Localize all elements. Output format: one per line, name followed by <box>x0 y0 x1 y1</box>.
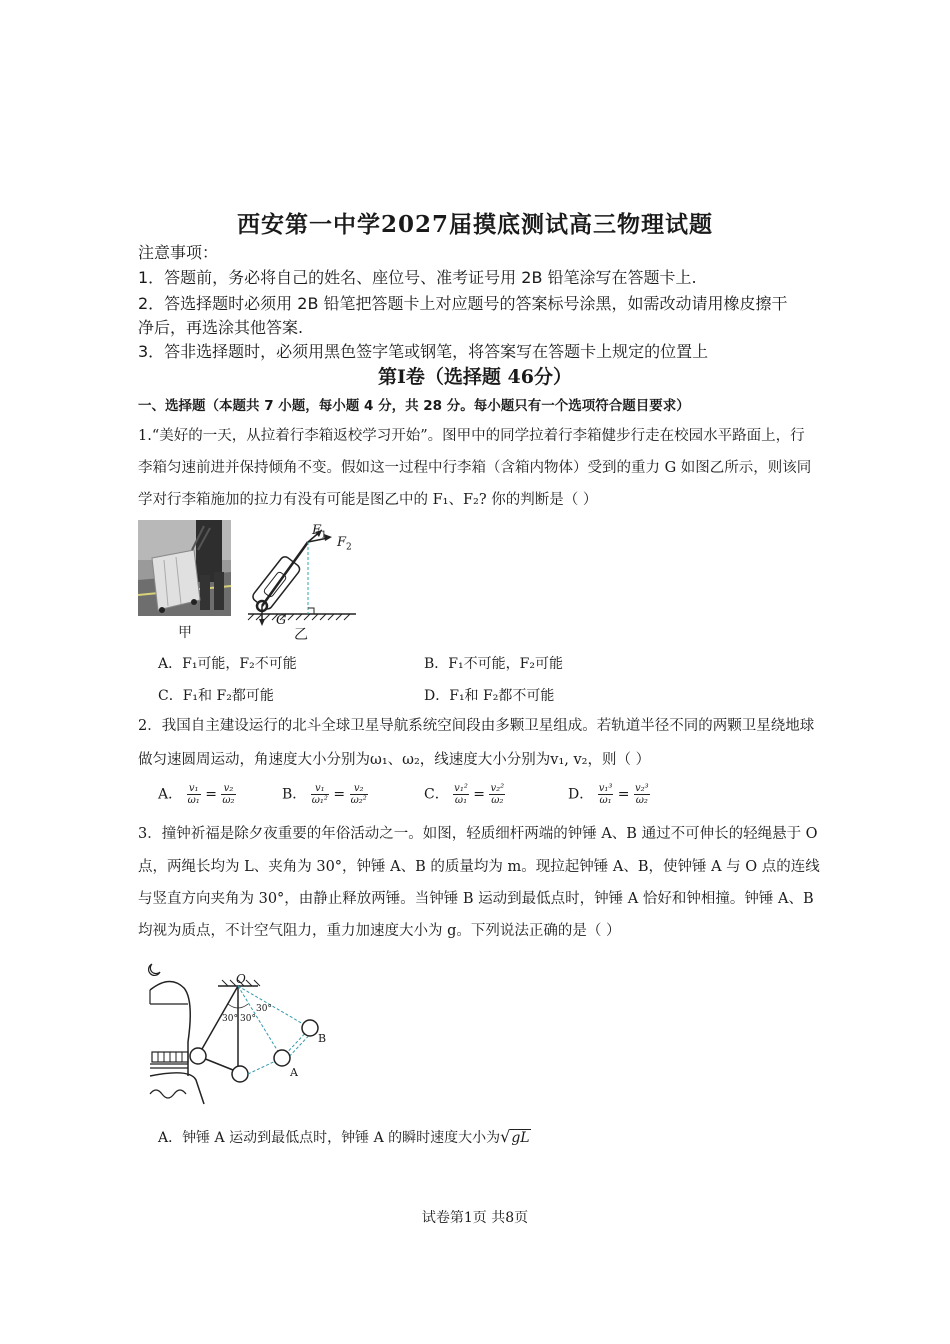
q3-line: 与竖直方向夹角为 30°，由静止释放两锤。当钟锤 B 运动到最低点时，钟锤 A 恰好和钟相撞。钟锤 A、B <box>138 891 814 907</box>
label-angle: 30° <box>240 1014 256 1024</box>
q2-option-c: C． $\frac{\text{v₁²}}{\text{ω₁}}$ = $\frac{\text{v₂²}}{\text{ω₂}}$ <box>424 783 505 806</box>
q2-line: 2．我国自主建设运行的北斗全球卫星导航系统空间段由多颗卫星组成。若轨道半径不同的两颗卫星绕地球 <box>138 718 815 734</box>
label-G: G <box>276 613 287 628</box>
volume-title: 第Ⅰ卷（选择题 46分） <box>378 366 572 388</box>
notice-item: 净后，再选涂其他答案. <box>138 318 304 337</box>
figure-label-yi: 乙 <box>294 627 308 643</box>
label-angle: 30° <box>256 1004 272 1014</box>
q1-option-b: B．F₁不可能，F₂可能 <box>424 656 563 672</box>
section-title: 一、选择题（本题共 7 小题，每小题 4 分，共 28 分。每小题只有一个选项符合题目要求） <box>138 398 690 414</box>
q1-option-d: D．F₁和 F₂都不可能 <box>424 688 555 704</box>
suitcase-photo <box>138 520 231 616</box>
q1-line: 学对行李箱施加的拉力有没有可能是图乙中的 F₁、F₂? 你的判断是（ ） <box>138 492 598 508</box>
notice-item: 3．答非选择题时，必须用黑色签字笔或钢笔，将答案写在答题卡上规定的位置上 <box>138 342 709 361</box>
q3-line: 均视为质点，不计空气阻力，重力加速度大小为 g。下列说法正确的是（ ） <box>138 923 621 939</box>
notice-heading: 注意事项： <box>138 243 219 262</box>
q1-option-a: A．F₁可能，F₂不可能 <box>158 656 297 672</box>
page-footer: 试卷第1页 共8页 <box>421 1210 529 1226</box>
label-angle: 30° <box>222 1014 238 1024</box>
q3-line: 点，两绳长均为 L、夹角为 30°，钟锤 A、B 的质量均为 m。现拉起钟锤 A、B，使钟锤 A 与 O 点的连线 <box>138 859 820 875</box>
label-F2: $F_2$ <box>337 535 352 553</box>
q1-line: 李箱匀速前进并保持倾角不变。假如这一过程中行李箱（含箱内物体）受到的重力 G 如图乙所示，则该同 <box>138 460 812 476</box>
q1-option-c: C．F₁和 F₂都可能 <box>158 688 274 704</box>
label-A: A <box>290 1066 298 1079</box>
q3-line: 3．撞钟祈福是除夕夜重要的年俗活动之一。如图，轻质细杆两端的钟锤 A、B 通过不可伸长的轻绳悬于 O <box>138 826 818 842</box>
label-O: O <box>236 972 246 986</box>
notice-item: 2．答选择题时必须用 2B 铅笔把答题卡上对应题号的答案标号涂黑，如需改动请用橡皮擦干 <box>138 294 788 313</box>
q2-line: 做匀速圆周运动，角速度大小分别为ω₁、ω₂，线速度大小分别为v₁, v₂，则（ ） <box>138 752 651 768</box>
label-F1: $F_1$ <box>312 523 327 541</box>
q2-option-d: D． $\frac{\text{v₁³}}{\text{ω₁}}$ = $\frac{\text{v₂³}}{\text{ω₂}}$ <box>568 783 649 806</box>
q3-option-a: A．钟锤 A 运动到最低点时，钟锤 A 的瞬时速度大小为√gL <box>158 1127 530 1146</box>
q2-option-b: B． $\frac{\text{v₁}}{\text{ω₁²}}$ = $\frac{\text{v₂}}{\text{ω₂²}}$ <box>282 783 367 806</box>
label-B: B <box>318 1032 327 1045</box>
exam-title: 西安第一中学2027届摸底测试高三物理试题 <box>236 211 713 238</box>
q2-option-a: A． $\frac{\text{v₁}}{\text{ω₁}}$ = $\frac{\text{v₂}}{\text{ω₂}}$ <box>158 783 235 806</box>
notice-item: 1．答题前，务必将自己的姓名、座位号、准考证号用 2B 铅笔涂写在答题卡上. <box>138 268 697 287</box>
q1-line: 1.“美好的一天，从拉着行李箱返校学习开始”。图甲中的同学拉着行李箱健步行走在校园水平路面上，行 <box>138 428 805 444</box>
figure-label-jia: 甲 <box>178 625 192 641</box>
